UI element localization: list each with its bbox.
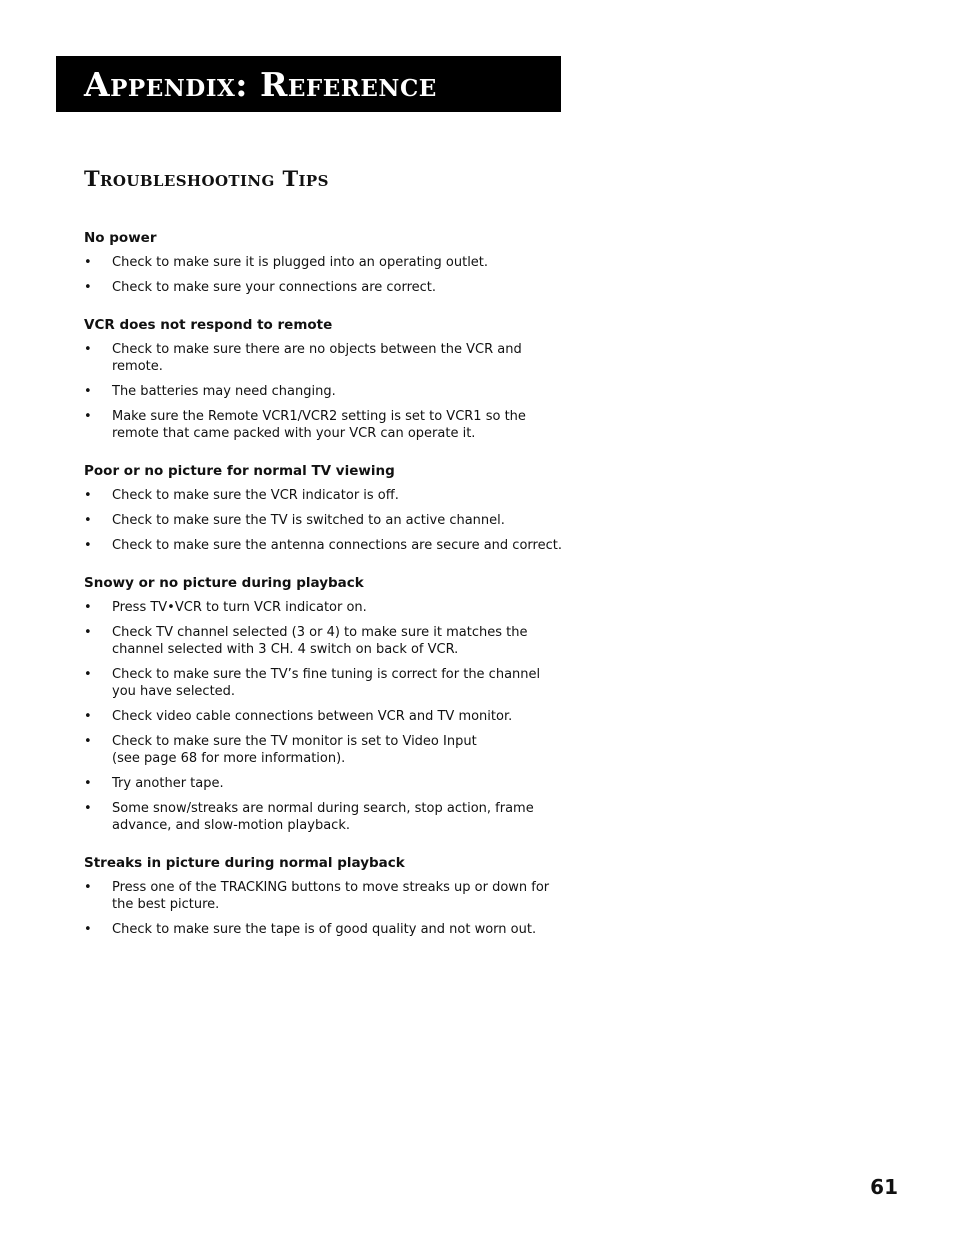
bullet: •: [84, 667, 92, 682]
list-item: [84, 487, 564, 504]
item-text: Some snow/streaks are normal during search, stop action, frame advance, and slow-motion playback.: [112, 801, 534, 833]
list-item: [84, 921, 564, 938]
list-item: [84, 537, 564, 554]
bullet-list: [84, 599, 564, 834]
item-text: Check to make sure the TV’s fine tuning is correct for the channel you have selected.: [112, 667, 541, 699]
list-item: [84, 775, 564, 792]
item-text: Check TV channel selected (3 or 4) to make sure it matches the channel selected with 3 CH. 4 switch on back of VCR.: [112, 625, 528, 657]
bullet: •: [84, 709, 92, 724]
bullet: •: [84, 801, 92, 816]
bullet: •: [84, 734, 92, 749]
item-text: Press TV•VCR to turn VCR indicator on.: [112, 600, 367, 615]
group-title: Poor or no picture for normal TV viewing: [84, 463, 395, 479]
bullet: •: [84, 625, 92, 640]
item-text: Check to make sure it is plugged into an operating outlet.: [112, 255, 489, 270]
bullet: •: [84, 922, 92, 937]
bullet: •: [84, 280, 92, 295]
bullet: •: [84, 513, 92, 528]
bullet: •: [84, 600, 92, 615]
list-item: [84, 800, 564, 834]
list-item: [84, 708, 564, 725]
list-item: [84, 879, 564, 913]
list-item: [84, 666, 564, 700]
item-text: Check to make sure the tape is of good quality and not worn out.: [112, 922, 537, 937]
group-title: Snowy or no picture during playback: [84, 575, 364, 591]
item-text: Check to make sure your connections are correct.: [112, 280, 437, 295]
list-item: [84, 383, 564, 400]
bullet: •: [84, 880, 92, 895]
bullet-list: [84, 879, 564, 938]
section-title: Troubleshooting Tips: [84, 166, 329, 191]
item-text: Check video cable connections between VCR and TV monitor.: [112, 709, 513, 724]
bullet: •: [84, 538, 92, 553]
item-text: Check to make sure the TV is switched to an active channel.: [112, 513, 505, 528]
list-item: [84, 733, 564, 767]
group-title: Streaks in picture during normal playback: [84, 855, 405, 871]
item-text: Check to make sure the antenna connections are secure and correct.: [112, 538, 562, 553]
troubleshooting-content: [84, 229, 564, 958]
bullet: •: [84, 409, 92, 424]
group-snowy-playback: [84, 574, 564, 834]
page-number: 61: [870, 1175, 898, 1199]
list-item: [84, 512, 564, 529]
bullet-list: [84, 487, 564, 554]
group-title: No power: [84, 230, 157, 246]
group-poor-picture-tv: [84, 462, 564, 554]
item-text: Check to make sure there are no objects between the VCR and remote.: [112, 342, 522, 374]
item-text: Try another tape.: [112, 776, 224, 791]
group-no-power: [84, 229, 564, 296]
list-item: [84, 279, 564, 296]
list-item: [84, 624, 564, 658]
bullet: •: [84, 488, 92, 503]
item-text: Make sure the Remote VCR1/VCR2 setting is set to VCR1 so the remote that came packed with your VCR can operate it.: [112, 409, 526, 441]
item-text: Check to make sure the VCR indicator is off.: [112, 488, 399, 503]
list-item: [84, 408, 564, 442]
item-text: Check to make sure the TV monitor is set to Video Input (see page 68 for more information).: [112, 734, 477, 766]
bullet-list: [84, 341, 564, 442]
item-text: Press one of the TRACKING buttons to move streaks up or down for the best picture.: [112, 880, 550, 912]
item-text: The batteries may need changing.: [112, 384, 336, 399]
group-streaks-playback: [84, 854, 564, 938]
bullet: •: [84, 342, 92, 357]
bullet-list: [84, 254, 564, 296]
bullet: •: [84, 776, 92, 791]
banner-title: Appendix: Reference: [84, 64, 437, 104]
list-item: [84, 599, 564, 616]
bullet: •: [84, 255, 92, 270]
bullet: •: [84, 384, 92, 399]
list-item: [84, 341, 564, 375]
group-vcr-remote: [84, 316, 564, 442]
appendix-banner: [56, 56, 561, 112]
group-title: VCR does not respond to remote: [84, 317, 333, 333]
list-item: [84, 254, 564, 271]
